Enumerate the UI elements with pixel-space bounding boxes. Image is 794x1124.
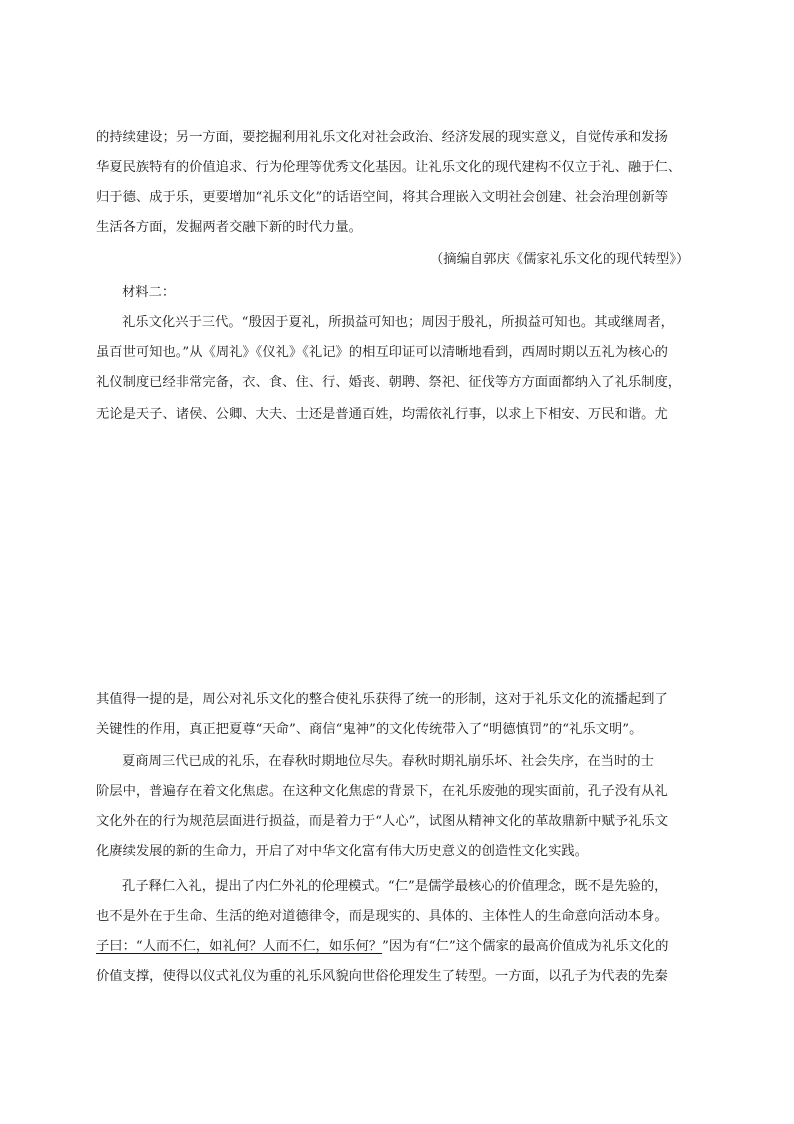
text-line: 华夏民族特有的价值追求、行为伦理等优秀文化基因。让礼乐文化的现代建构不仅立于礼、融于仁、: [96, 160, 682, 175]
text-line: 夏商周三代已成的礼乐，在春秋时期地位尽失。春秋时期礼崩乐坏、社会失序，在当时的士: [122, 754, 654, 769]
underlined-quote: 子曰：“人而不仁，如礼何？人而不仁，如乐何？: [96, 939, 383, 954]
text-line: 的持续建设；另一方面，要挖掘利用礼乐文化对社会政治、经济发展的现实意义，自觉传承和发扬: [96, 130, 668, 145]
text-line: 孔子释仁入礼，提出了内仁外礼的伦理模式。“仁”是儒学最核心的价值理念，既不是先验的，: [122, 879, 668, 894]
text-line: 生活各方面，发掘两者交融下新的时代力量。: [96, 220, 362, 235]
text-line: 文化外在的行为规范层面进行损益，而是着力于“人心”，试图从精神文化的革故鼎新中赋予礼乐文: [96, 814, 669, 829]
text-segment: ”因为有“仁”这个儒家的最高价值成为礼乐文化的: [382, 939, 669, 954]
text-line: 礼乐文化兴于三代。“殷因于夏礼，所损益可知也；周因于殷礼，所损益可知也。其或继周者，: [122, 315, 674, 330]
text-line: 化赓续发展的新的生命力，开启了对中华文化富有伟大历史意义的创造性文化实践。: [96, 844, 588, 859]
text-line: 价值支撑，使得以仪式礼仪为重的礼乐风貌向世俗伦理发生了转型。一方面，以孔子为代表的先秦: [96, 969, 668, 984]
text-line: 礼仪制度已经非常完备，衣、食、住、行、婚丧、朝聘、祭祀、征伐等方方面面都纳入了礼乐制度，: [96, 375, 682, 390]
text-line: 归于德、成于乐，更要增加“礼乐文化”的话语空间，将其合理嵌入文明社会创建、社会治理创新等: [96, 190, 669, 205]
text-line: 虽百世可知也。”从《周礼》《仪礼》《礼记》的相互印证可以清晰地看到，西周时期以五礼为核心的: [96, 345, 668, 360]
source-citation: （摘编自郭庆《儒家礼乐文化的现代转型》）: [430, 252, 690, 267]
text-line: 也不是外在于生命、生活的绝对道德律令，而是现实的、具体的、主体性人的生命意向活动本身。: [96, 909, 668, 924]
section-label-material-2: 材料二：: [122, 285, 176, 300]
text-line: 阶层中，普遍存在着文化焦虑。在这种文化焦虑的背景下，在礼乐废弛的现实面前，孔子没有从礼: [96, 784, 668, 799]
text-line: 关键性的作用，真正把夏尊“天命”、商信“鬼神”的文化传统带入了“明德慎罚”的“礼乐文明”。: [96, 722, 643, 737]
text-line-with-quote: [96, 937, 668, 957]
text-line: 其值得一提的是，周公对礼乐文化的整合使礼乐获得了统一的形制，这对于礼乐文化的流播起到了: [96, 692, 668, 707]
text-line: 无论是天子、诸侯、公卿、大夫、士还是普通百姓，均需依礼行事，以求上下相安、万民和谐。尤: [96, 407, 668, 422]
